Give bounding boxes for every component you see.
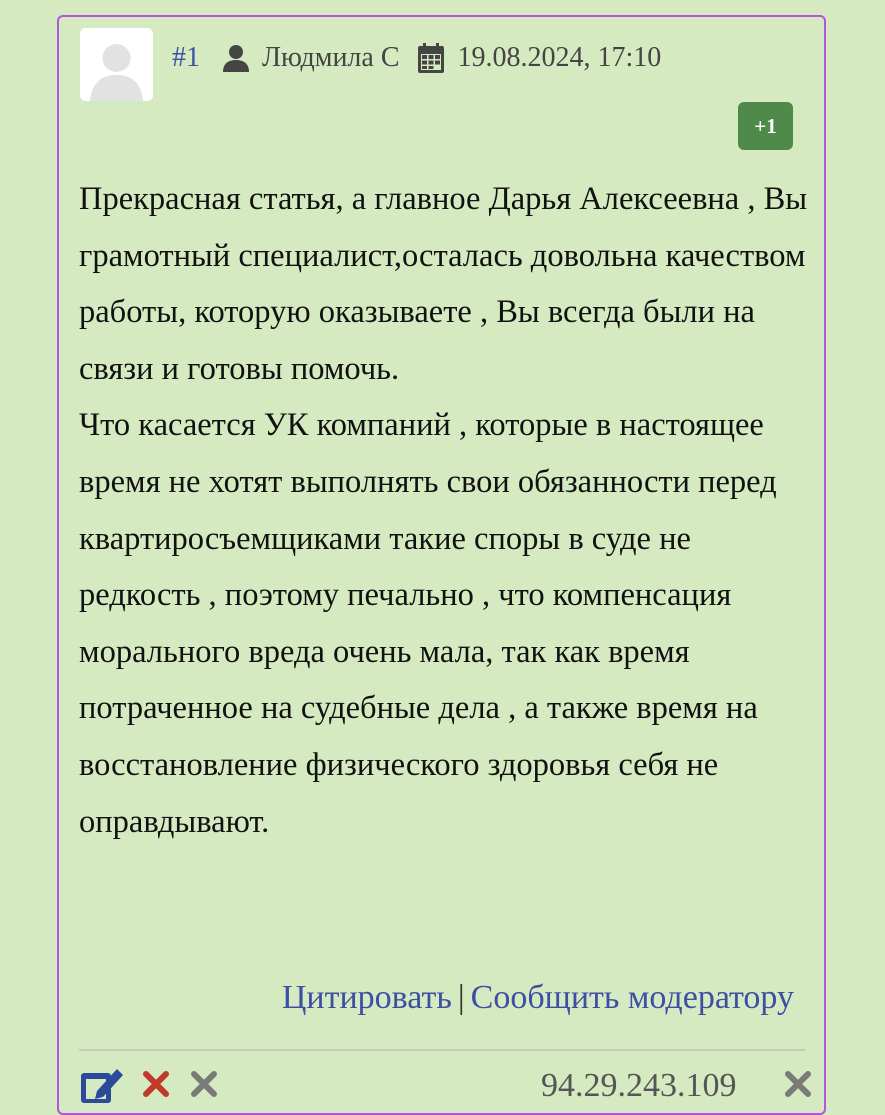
author-name: Людмила С — [262, 42, 400, 73]
comment-card — [57, 15, 826, 1115]
close-icon[interactable] — [783, 1069, 813, 1104]
vote-badge[interactable]: +1 — [738, 102, 793, 150]
author-ip: 94.29.243.109 — [541, 1067, 737, 1104]
comment-paragraph: Прекрасная статья, а главное Дарья Алексеевна , Вы грамотный специалист,осталась довольна качеством работы, которую оказываете , Вы всегда были на связи и готовы помочь. — [79, 181, 808, 387]
actions-separator: | — [457, 979, 465, 1016]
divider — [79, 1049, 805, 1051]
comment-date: 19.08.2024, 17:10 — [457, 42, 662, 73]
calendar-icon — [418, 43, 444, 73]
delete-icon[interactable] — [141, 1069, 171, 1104]
comment-paragraph: Что касается УК компаний , которые в настоящее время не хотят выполнять свои обязанности перед квартиросъемщиками такие споры в суде не редкость , поэтому печально , что компенсация морального вреда очень мала, так как время потраченное на судебные дела , а также время на восстановление физического здоровья себя не оправдывают. — [79, 407, 777, 840]
report-moderator-link[interactable]: Сообщить модератору — [470, 979, 794, 1016]
comment-actions — [282, 979, 794, 1017]
user-icon — [222, 44, 250, 72]
close-icon[interactable] — [189, 1069, 219, 1104]
comment-meta — [172, 33, 661, 83]
edit-icon[interactable] — [79, 1067, 125, 1108]
comment-number-link[interactable]: #1 — [172, 42, 200, 73]
avatar — [80, 28, 153, 101]
comment-body — [79, 171, 814, 850]
quote-link[interactable]: Цитировать — [281, 979, 452, 1016]
moderation-toolbar — [79, 1067, 809, 1107]
